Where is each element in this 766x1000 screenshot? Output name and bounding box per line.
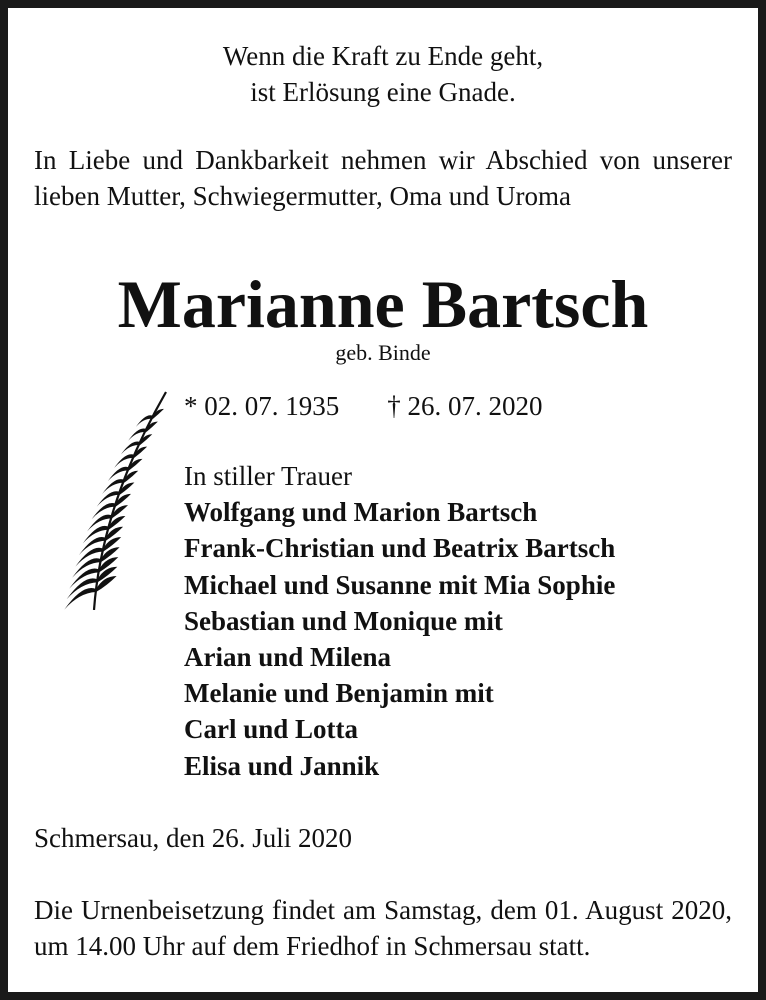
maiden-name: geb. Binde (335, 340, 431, 365)
family-member: Elisa und Jannik (184, 750, 380, 781)
mourning-lead: In stiller Trauer (184, 461, 352, 491)
family-member: Sebastian und Monique mit (184, 605, 503, 636)
family-list (184, 494, 615, 784)
intro-text: In Liebe und Dankbarkeit nehmen wir Abschied von unserer lieben Mutter, Schwiegermutter, Oma und Uroma (34, 145, 732, 211)
frond-leaflet (64, 588, 96, 610)
family-member: Carl und Lotta (184, 714, 359, 745)
motto (8, 38, 758, 110)
family-member: Wolfgang und Marion Bartsch (184, 497, 538, 528)
family-member: Arian und Milena (184, 642, 392, 673)
family-member: Michael und Susanne mit Mia Sophie (184, 569, 616, 600)
family-member: Frank-Christian und Beatrix Bartsch (184, 533, 616, 564)
birth-date: * 02. 07. 1935 (184, 391, 340, 421)
deceased-name: Marianne Bartsch (117, 266, 649, 342)
burial-notice: Die Urnenbeisetzung findet am Samstag, dem 01. August 2020, um 14.00 Uhr auf dem Friedhof in Schmersau statt. (34, 895, 732, 961)
place-and-date: Schmersau, den 26. Juli 2020 (34, 823, 352, 853)
palm-frond-icon (54, 384, 176, 610)
motto-line-2: ist Erlösung eine Gnade. (250, 77, 516, 107)
obituary-notice (8, 8, 758, 992)
death-date: † 26. 07. 2020 (387, 391, 543, 421)
life-dates (184, 388, 543, 424)
family-member: Melanie und Benjamin mit (184, 678, 494, 709)
mourners-block (184, 458, 615, 784)
motto-line-1: Wenn die Kraft zu Ende geht, (222, 41, 544, 71)
